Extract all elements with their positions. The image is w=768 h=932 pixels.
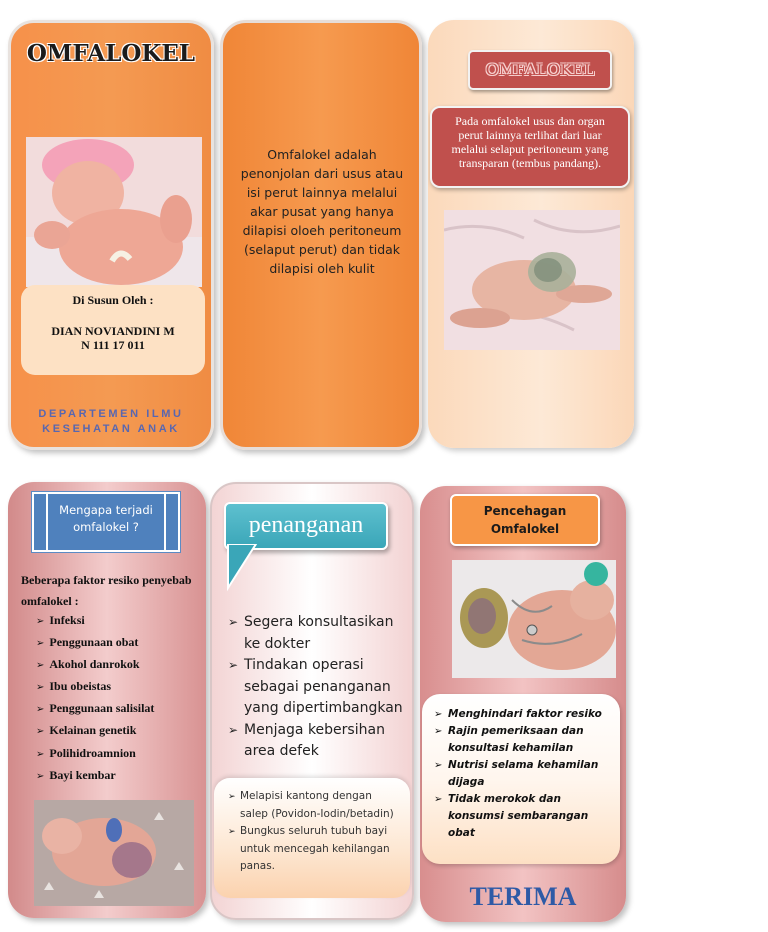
baby-photo — [26, 137, 202, 287]
list-item: ➢ Rajin pemeriksaan dan konsultasi kehamilan — [434, 723, 612, 757]
list-item: ➢ Kelainan genetik — [36, 720, 154, 742]
list-item: ➢ Menghindari faktor resiko — [434, 706, 612, 723]
section-title: OMFALOKEL — [468, 50, 612, 90]
prevention-title: Pencehagan Omfalokel — [450, 494, 600, 546]
list-item: ➢ Bungkus seluruh tubuh bayi untuk mencegah kehilangan panas. — [228, 823, 400, 875]
treatment-title-bubble — [224, 502, 388, 550]
list-item: ➢ Infeksi — [36, 610, 154, 632]
description-box: Pada omfalokel usus dan organ perut lainnya terlihat dari luar melalui selaput peritoneum yang transparan (tembus pandang). — [430, 106, 630, 188]
speech-bubble-tail — [224, 544, 264, 594]
list-item: ➢ Nutrisi selama kehamilan dijaga — [434, 757, 612, 791]
department — [11, 407, 211, 437]
cover-panel — [8, 20, 214, 450]
author-name: DIAN NOVIANDINI M — [51, 324, 175, 338]
treatment-panel — [210, 482, 414, 920]
treatment-title: penanganan — [248, 512, 364, 538]
definition-text: Omfalokel adalah penonjolan dari usus atau isi perut lainnya melalui akar pusat yang hanya dilapisi oloeh peritoneum (selaput perut) dan tidak dilapisi oleh kulit — [240, 147, 404, 276]
author-id: N 111 17 011 — [81, 338, 145, 352]
list-item: ➢ Melapisi kantong dengan salep (Povidon-Iodin/betadin) — [228, 788, 400, 823]
list-item: ➢ Tindakan operasi sebagai penanganan yang dipertimbangkan — [228, 655, 406, 720]
treatment-steps — [228, 612, 406, 763]
list-item: ➢ Ibu obeistas — [36, 676, 154, 698]
omphalocele-photo — [444, 210, 620, 350]
list-item: ➢ Akohol danrokok — [36, 654, 154, 676]
department-line2: KESEHATAN ANAK — [42, 423, 180, 435]
definition-panel — [220, 20, 422, 450]
prevention-box — [422, 694, 620, 864]
list-item: ➢ Penggunaan salisilat — [36, 698, 154, 720]
prevention-panel — [420, 486, 626, 922]
list-item: ➢ Menjaga kebersihan area defek — [228, 720, 406, 763]
risk-factor-list — [36, 610, 154, 787]
list-item: ➢ Tidak merokok dan konsumsi sembarangan obat — [434, 791, 612, 842]
description-panel — [428, 20, 634, 448]
treatment-substeps-box — [214, 778, 410, 898]
causes-intro: Beberapa faktor resiko penyebab omfalokel : — [21, 573, 192, 608]
closing-text: TERIMA — [469, 882, 577, 911]
department-line1: DEPARTEMEN ILMU — [38, 408, 184, 420]
list-item: ➢ Segera konsultasikan ke dokter — [228, 612, 406, 655]
author-name-block — [21, 324, 205, 352]
list-item: ➢ Penggunaan obat — [36, 632, 154, 654]
author-box — [21, 285, 205, 375]
author-label: Di Susun Oleh : — [72, 293, 154, 307]
baby-on-blanket-photo — [34, 800, 194, 906]
newborn-monitor-photo — [452, 560, 616, 678]
causes-panel — [8, 482, 206, 918]
list-item: ➢ Bayi kembar — [36, 765, 154, 787]
brochure-title: OMFALOKEL — [26, 40, 196, 67]
causes-title: Mengapa terjadi omfalokel ? — [32, 492, 180, 552]
treatment-substeps — [228, 788, 400, 875]
list-item: ➢ Polihidroamnion — [36, 743, 154, 765]
prevention-list — [434, 706, 612, 842]
